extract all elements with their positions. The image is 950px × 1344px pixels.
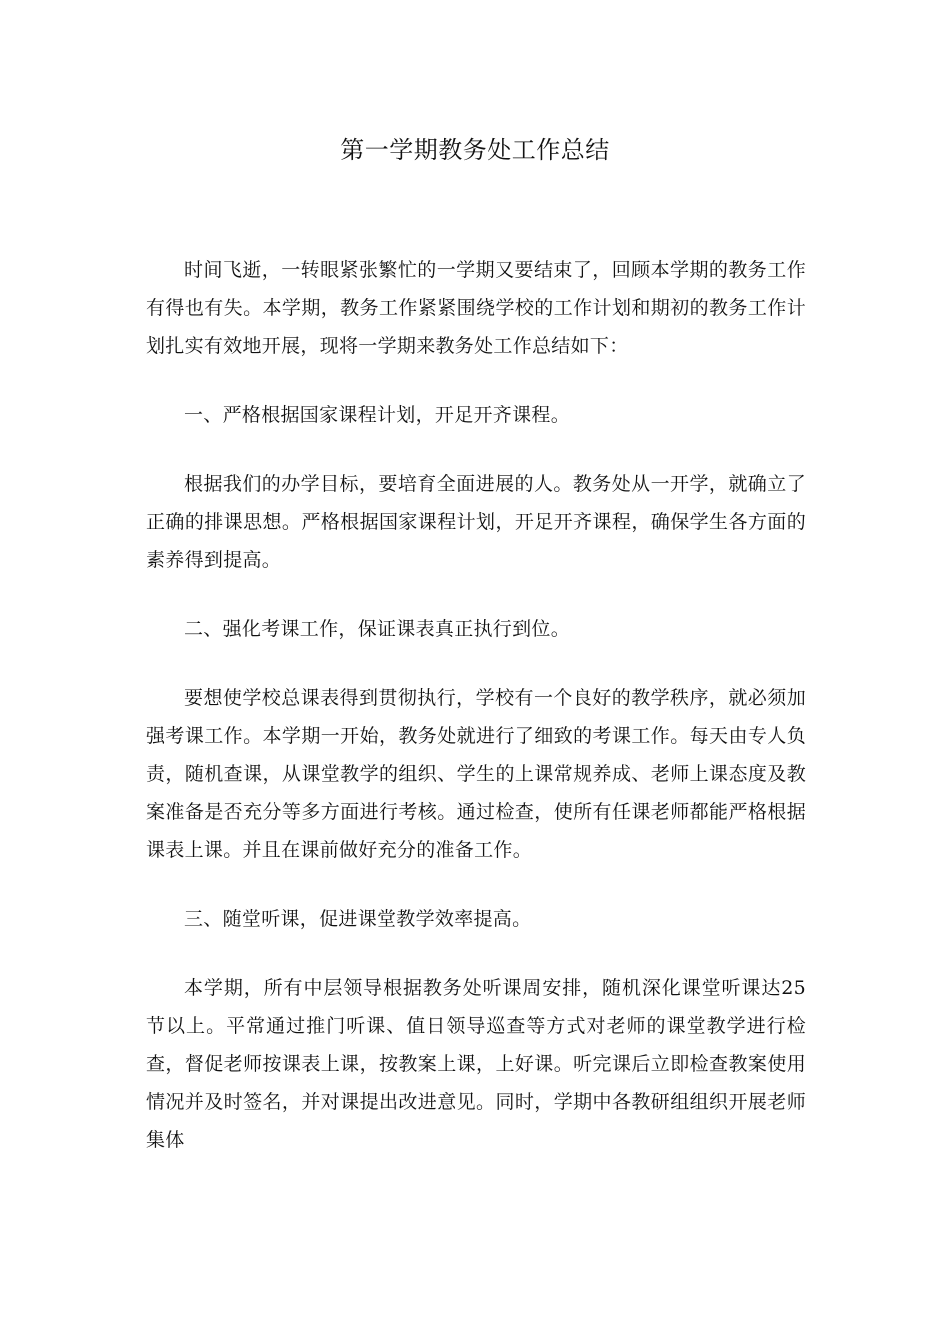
- document-body: [146, 251, 806, 1159]
- section-paragraph-1: 根据我们的办学目标，要培育全面进展的人。教务处从一开学，就确立了正确的排课思想。严格根据国家课程计划，开足开齐课程，确保学生各方面的素养得到提高。: [146, 473, 806, 571]
- section-paragraph-2: 要想使学校总课表得到贯彻执行，学校有一个良好的教学秩序，就必须加强考课工作。本学期一开始，教务处就进行了细致的考课工作。每天由专人负责，随机查课，从课堂教学的组织、学生的上课常规养成、老师上课态度及教案准备是否充分等多方面进行考核。通过检查，使所有任课老师都能严格根据课表上课。并且在课前做好充分的准备工作。: [146, 687, 806, 861]
- document-title: 第一学期教务处工作总结: [340, 136, 610, 164]
- intro-paragraph: 时间飞逝，一转眼紧张繁忙的一学期又要结束了，回顾本学期的教务工作有得也有失。本学期，教务工作紧紧围绕学校的工作计划和期初的教务工作计划扎实有效地开展，现将一学期来教务处工作总结如下：: [146, 259, 806, 357]
- section-paragraph-3: 本学期，所有中层领导根据教务处听课周安排，随机深化课堂听课达25节以上。平常通过推门听课、值日领导巡查等方式对老师的课堂教学进行检查，督促老师按课表上课，按教案上课，上好课。听完课后立即检查教案使用情况并及时签名，并对课提出改进意见。同时，学期中各教研组组织开展老师集体: [146, 977, 806, 1151]
- section-heading-2: 二、强化考课工作，保证课表真正执行到位。: [184, 618, 571, 640]
- section-heading-1: 一、严格根据国家课程计划，开足开齐课程。: [184, 404, 571, 426]
- section-heading-3: 三、随堂听课，促进课堂教学效率提高。: [184, 908, 532, 930]
